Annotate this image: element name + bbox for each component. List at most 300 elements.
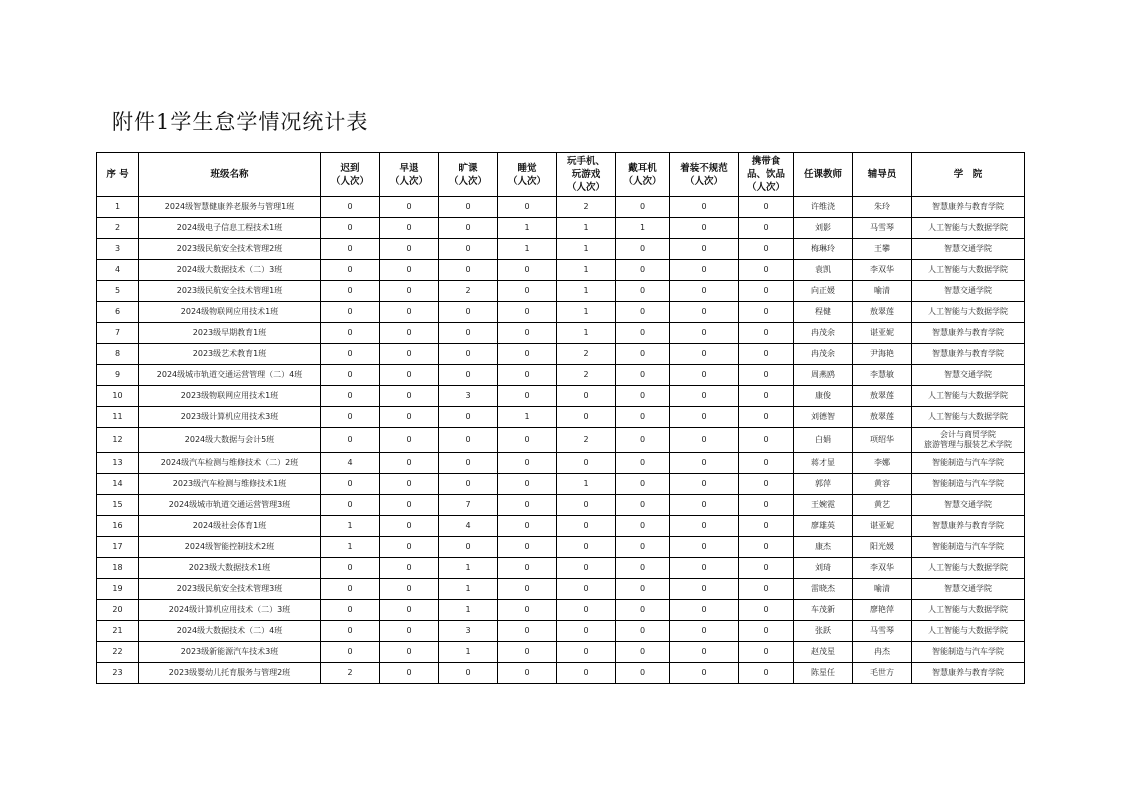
- cell-counselor: 王攀: [853, 239, 912, 260]
- header-line: 品、饮品: [746, 169, 785, 180]
- cell-early: 0: [380, 302, 439, 323]
- cell-early: 0: [380, 642, 439, 663]
- table-row: [97, 365, 1025, 386]
- cell-early: 0: [380, 474, 439, 495]
- cell-early: 0: [380, 365, 439, 386]
- cell-sleep: 0: [498, 621, 557, 642]
- table-row: [97, 474, 1025, 495]
- cell-sleep: 0: [498, 537, 557, 558]
- cell-earphone: 0: [616, 386, 670, 407]
- cell-class-name: 2023级物联网应用技术1班: [139, 386, 321, 407]
- cell-dress: 0: [670, 239, 739, 260]
- cell-seq: 20: [97, 600, 139, 621]
- cell-class-name: 2024级大数据与会计5班: [139, 428, 321, 453]
- cell-seq: 3: [97, 239, 139, 260]
- header-line: （人次）: [623, 175, 662, 187]
- cell-late: 0: [321, 600, 380, 621]
- cell-college: 智慧交通学院: [912, 495, 1025, 516]
- cell-college: 智慧康养与教育学院: [912, 197, 1025, 218]
- cell-phone: 1: [557, 260, 616, 281]
- header-line: （人次）: [566, 182, 605, 193]
- cell-college: 智慧康养与教育学院: [912, 516, 1025, 537]
- cell-food: 0: [739, 260, 794, 281]
- cell-food: 0: [739, 663, 794, 684]
- cell-early: 0: [380, 407, 439, 428]
- header-line: （人次）: [389, 175, 428, 187]
- cell-dress: 0: [670, 663, 739, 684]
- cell-phone: 0: [557, 600, 616, 621]
- cell-college: [912, 428, 1025, 453]
- cell-absent: 2: [439, 281, 498, 302]
- table-row: [97, 558, 1025, 579]
- cell-seq: 6: [97, 302, 139, 323]
- cell-phone: 0: [557, 558, 616, 579]
- table-row: [97, 600, 1025, 621]
- cell-dress: 0: [670, 453, 739, 474]
- header-dress: [670, 153, 739, 197]
- cell-early: 0: [380, 428, 439, 453]
- cell-earphone: 0: [616, 495, 670, 516]
- cell-college: 人工智能与大数据学院: [912, 558, 1025, 579]
- header-college: 学 院: [912, 153, 1025, 197]
- cell-sleep: 0: [498, 579, 557, 600]
- cell-counselor: 敖翠莲: [853, 407, 912, 428]
- cell-earphone: 0: [616, 407, 670, 428]
- cell-food: 0: [739, 474, 794, 495]
- cell-seq: 9: [97, 365, 139, 386]
- cell-teacher: 康杰: [794, 537, 853, 558]
- cell-seq: 4: [97, 260, 139, 281]
- cell-dress: 0: [670, 344, 739, 365]
- table-row: [97, 621, 1025, 642]
- table-row: [97, 260, 1025, 281]
- cell-dress: 0: [670, 642, 739, 663]
- cell-food: 0: [739, 558, 794, 579]
- cell-earphone: 0: [616, 260, 670, 281]
- cell-early: 0: [380, 344, 439, 365]
- cell-earphone: 0: [616, 281, 670, 302]
- cell-earphone: 0: [616, 302, 670, 323]
- cell-earphone: 0: [616, 516, 670, 537]
- cell-dress: 0: [670, 537, 739, 558]
- cell-sleep: 0: [498, 302, 557, 323]
- cell-sleep: 0: [498, 600, 557, 621]
- cell-class-name: 2024级物联网应用技术1班: [139, 302, 321, 323]
- cell-absent: 0: [439, 302, 498, 323]
- cell-early: 0: [380, 579, 439, 600]
- cell-phone: 2: [557, 197, 616, 218]
- cell-teacher: 刘琦: [794, 558, 853, 579]
- cell-phone: 0: [557, 495, 616, 516]
- cell-dress: 0: [670, 558, 739, 579]
- cell-sleep: 0: [498, 516, 557, 537]
- cell-counselor: 喻清: [853, 579, 912, 600]
- cell-class-name: 2023级大数据技术1班: [139, 558, 321, 579]
- table-row: [97, 537, 1025, 558]
- cell-phone: 0: [557, 386, 616, 407]
- cell-food: 0: [739, 495, 794, 516]
- cell-seq: 5: [97, 281, 139, 302]
- header-line: 迟到: [340, 162, 360, 174]
- cell-dress: 0: [670, 281, 739, 302]
- cell-absent: 0: [439, 537, 498, 558]
- cell-late: 0: [321, 579, 380, 600]
- cell-absent: 0: [439, 323, 498, 344]
- cell-late: 0: [321, 344, 380, 365]
- cell-counselor: 廖艳萍: [853, 600, 912, 621]
- cell-food: 0: [739, 537, 794, 558]
- header-teacher: 任课教师: [794, 153, 853, 197]
- cell-teacher: 张跃: [794, 621, 853, 642]
- cell-college: 智能制造与汽车学院: [912, 474, 1025, 495]
- cell-dress: 0: [670, 495, 739, 516]
- cell-late: 1: [321, 537, 380, 558]
- cell-absent: 3: [439, 621, 498, 642]
- table-row: [97, 428, 1025, 453]
- cell-earphone: 0: [616, 428, 670, 453]
- table-body: [97, 197, 1025, 684]
- cell-absent: 1: [439, 600, 498, 621]
- cell-dress: 0: [670, 218, 739, 239]
- cell-seq: 15: [97, 495, 139, 516]
- cell-seq: 7: [97, 323, 139, 344]
- cell-counselor: 李双华: [853, 558, 912, 579]
- cell-college: 人工智能与大数据学院: [912, 386, 1025, 407]
- cell-late: 0: [321, 621, 380, 642]
- cell-seq: 16: [97, 516, 139, 537]
- cell-seq: 1: [97, 197, 139, 218]
- cell-dress: 0: [670, 302, 739, 323]
- header-line: 玩游戏: [571, 169, 601, 180]
- cell-college: 人工智能与大数据学院: [912, 260, 1025, 281]
- cell-earphone: 0: [616, 579, 670, 600]
- cell-college: 人工智能与大数据学院: [912, 600, 1025, 621]
- header-seq: 序 号: [97, 153, 139, 197]
- cell-sleep: 0: [498, 365, 557, 386]
- cell-dress: 0: [670, 428, 739, 453]
- cell-teacher: 王婉霓: [794, 495, 853, 516]
- cell-teacher: 车茂新: [794, 600, 853, 621]
- cell-late: 0: [321, 281, 380, 302]
- cell-class-name: 2024级城市轨道交通运营管理3班: [139, 495, 321, 516]
- table-row: [97, 281, 1025, 302]
- cell-college: 智慧康养与教育学院: [912, 323, 1025, 344]
- cell-counselor: 谌亚妮: [853, 323, 912, 344]
- cell-early: 0: [380, 558, 439, 579]
- cell-earphone: 0: [616, 558, 670, 579]
- cell-absent: 3: [439, 386, 498, 407]
- cell-counselor: 喻清: [853, 281, 912, 302]
- cell-seq: 14: [97, 474, 139, 495]
- cell-phone: 0: [557, 537, 616, 558]
- cell-absent: 0: [439, 428, 498, 453]
- cell-seq: 10: [97, 386, 139, 407]
- cell-dress: 0: [670, 474, 739, 495]
- cell-phone: 0: [557, 621, 616, 642]
- cell-sleep: 0: [498, 260, 557, 281]
- header-counselor: 辅导员: [853, 153, 912, 197]
- cell-seq: 12: [97, 428, 139, 453]
- cell-earphone: 0: [616, 642, 670, 663]
- cell-college: 人工智能与大数据学院: [912, 621, 1025, 642]
- cell-absent: 0: [439, 474, 498, 495]
- header-sleep: [498, 153, 557, 197]
- cell-class-name: 2023级计算机应用技术3班: [139, 407, 321, 428]
- cell-sleep: 0: [498, 663, 557, 684]
- table-row: [97, 453, 1025, 474]
- cell-earphone: 0: [616, 600, 670, 621]
- cell-absent: 0: [439, 218, 498, 239]
- cell-college-line: 旅游管理与服装艺术学院: [924, 440, 1012, 449]
- cell-counselor: 黄艺: [853, 495, 912, 516]
- cell-food: 0: [739, 323, 794, 344]
- cell-sleep: 0: [498, 558, 557, 579]
- table-row: [97, 344, 1025, 365]
- cell-phone: 0: [557, 579, 616, 600]
- cell-class-name: 2024级智能控制技术2班: [139, 537, 321, 558]
- cell-late: 1: [321, 516, 380, 537]
- cell-teacher: 许维浇: [794, 197, 853, 218]
- cell-late: 0: [321, 386, 380, 407]
- cell-college: 智能制造与汽车学院: [912, 537, 1025, 558]
- header-phone: [557, 153, 616, 197]
- cell-seq: 17: [97, 537, 139, 558]
- cell-teacher: 刘影: [794, 218, 853, 239]
- cell-food: 0: [739, 579, 794, 600]
- cell-early: 0: [380, 281, 439, 302]
- cell-college: 智慧交通学院: [912, 239, 1025, 260]
- cell-counselor: 李慧敏: [853, 365, 912, 386]
- cell-teacher: 蒋才显: [794, 453, 853, 474]
- cell-class-name: 2024级智慧健康养老服务与管理1班: [139, 197, 321, 218]
- cell-phone: 0: [557, 453, 616, 474]
- table-row: [97, 663, 1025, 684]
- cell-food: 0: [739, 218, 794, 239]
- cell-college: 智慧康养与教育学院: [912, 344, 1025, 365]
- cell-absent: 0: [439, 365, 498, 386]
- cell-earphone: 0: [616, 453, 670, 474]
- header-food: [739, 153, 794, 197]
- cell-earphone: 0: [616, 197, 670, 218]
- cell-food: 0: [739, 642, 794, 663]
- cell-teacher: 程健: [794, 302, 853, 323]
- cell-absent: 0: [439, 453, 498, 474]
- cell-absent: 1: [439, 558, 498, 579]
- cell-earphone: 0: [616, 344, 670, 365]
- cell-sleep: 1: [498, 239, 557, 260]
- cell-late: 0: [321, 197, 380, 218]
- cell-early: 0: [380, 218, 439, 239]
- cell-early: 0: [380, 453, 439, 474]
- cell-late: 0: [321, 495, 380, 516]
- cell-sleep: 0: [498, 323, 557, 344]
- student-absence-table: [96, 152, 1025, 684]
- cell-late: 0: [321, 474, 380, 495]
- table-row: [97, 386, 1025, 407]
- cell-food: 0: [739, 428, 794, 453]
- cell-teacher: 廖雄英: [794, 516, 853, 537]
- table-row: [97, 579, 1025, 600]
- cell-college: 智能制造与汽车学院: [912, 453, 1025, 474]
- cell-late: 0: [321, 323, 380, 344]
- cell-sleep: 0: [498, 642, 557, 663]
- header-class-name: 班级名称: [139, 153, 321, 197]
- cell-seq: 23: [97, 663, 139, 684]
- cell-seq: 2: [97, 218, 139, 239]
- cell-food: 0: [739, 516, 794, 537]
- cell-counselor: 尹海艳: [853, 344, 912, 365]
- cell-phone: 0: [557, 516, 616, 537]
- cell-teacher: 郭萍: [794, 474, 853, 495]
- cell-food: 0: [739, 453, 794, 474]
- cell-dress: 0: [670, 323, 739, 344]
- cell-earphone: 0: [616, 474, 670, 495]
- cell-phone: 2: [557, 428, 616, 453]
- cell-absent: 0: [439, 407, 498, 428]
- cell-dress: 0: [670, 365, 739, 386]
- cell-college: 智慧交通学院: [912, 281, 1025, 302]
- cell-class-name: 2023级艺术教育1班: [139, 344, 321, 365]
- table-row: [97, 642, 1025, 663]
- header-late: [321, 153, 380, 197]
- cell-class-name: 2024级社会体育1班: [139, 516, 321, 537]
- cell-teacher: 冉茂余: [794, 323, 853, 344]
- cell-absent: 1: [439, 642, 498, 663]
- cell-college: 人工智能与大数据学院: [912, 302, 1025, 323]
- cell-late: 2: [321, 663, 380, 684]
- cell-late: 0: [321, 558, 380, 579]
- cell-teacher: 梅琳玲: [794, 239, 853, 260]
- cell-late: 0: [321, 642, 380, 663]
- header-line: 玩手机、: [566, 156, 605, 167]
- cell-early: 0: [380, 197, 439, 218]
- cell-absent: 0: [439, 344, 498, 365]
- cell-class-name: 2023级民航安全技术管理3班: [139, 579, 321, 600]
- table-row: [97, 218, 1025, 239]
- cell-sleep: 0: [498, 453, 557, 474]
- cell-teacher: 刘德智: [794, 407, 853, 428]
- cell-teacher: 向正媛: [794, 281, 853, 302]
- cell-college: 智慧康养与教育学院: [912, 663, 1025, 684]
- table-row: [97, 495, 1025, 516]
- cell-sleep: 0: [498, 428, 557, 453]
- header-line: （人次）: [330, 175, 369, 187]
- cell-sleep: 0: [498, 386, 557, 407]
- cell-counselor: 李双华: [853, 260, 912, 281]
- cell-early: 0: [380, 323, 439, 344]
- cell-sleep: 0: [498, 495, 557, 516]
- cell-food: 0: [739, 197, 794, 218]
- header-line: （人次）: [448, 175, 487, 187]
- cell-dress: 0: [670, 516, 739, 537]
- cell-early: 0: [380, 239, 439, 260]
- cell-counselor: 阳光媛: [853, 537, 912, 558]
- table-row: [97, 239, 1025, 260]
- cell-counselor: 毛世方: [853, 663, 912, 684]
- table-row: [97, 407, 1025, 428]
- cell-seq: 22: [97, 642, 139, 663]
- table-row: [97, 323, 1025, 344]
- cell-seq: 19: [97, 579, 139, 600]
- cell-late: 0: [321, 407, 380, 428]
- cell-teacher: 赵茂星: [794, 642, 853, 663]
- cell-late: 0: [321, 260, 380, 281]
- header-line: 着装不规范: [680, 162, 728, 174]
- cell-dress: 0: [670, 579, 739, 600]
- header-line: 戴耳机: [628, 162, 657, 174]
- cell-dress: 0: [670, 600, 739, 621]
- cell-counselor: 谌亚妮: [853, 516, 912, 537]
- cell-class-name: 2024级汽车检测与维修技术（二）2班: [139, 453, 321, 474]
- cell-phone: 0: [557, 663, 616, 684]
- cell-early: 0: [380, 600, 439, 621]
- cell-counselor: 项绍华: [853, 428, 912, 453]
- cell-absent: 0: [439, 197, 498, 218]
- header-line: 旷课: [458, 162, 478, 174]
- header-line: （人次）: [684, 175, 723, 187]
- cell-class-name: 2023级民航安全技术管理2班: [139, 239, 321, 260]
- cell-counselor: 黄容: [853, 474, 912, 495]
- cell-late: 0: [321, 428, 380, 453]
- cell-class-name: 2023级汽车检测与维修技术1班: [139, 474, 321, 495]
- cell-phone: 0: [557, 642, 616, 663]
- cell-dress: 0: [670, 407, 739, 428]
- cell-absent: 4: [439, 516, 498, 537]
- cell-dress: 0: [670, 197, 739, 218]
- cell-counselor: 马雪琴: [853, 218, 912, 239]
- cell-earphone: 0: [616, 239, 670, 260]
- cell-phone: 1: [557, 281, 616, 302]
- table-row: [97, 302, 1025, 323]
- cell-late: 0: [321, 302, 380, 323]
- cell-late: 0: [321, 365, 380, 386]
- cell-seq: 8: [97, 344, 139, 365]
- cell-late: 0: [321, 218, 380, 239]
- cell-food: 0: [739, 365, 794, 386]
- cell-early: 0: [380, 260, 439, 281]
- cell-food: 0: [739, 281, 794, 302]
- header-line: 睡觉: [517, 162, 537, 174]
- cell-teacher: 陈星任: [794, 663, 853, 684]
- header-line: （人次）: [746, 182, 785, 193]
- table-row: [97, 197, 1025, 218]
- cell-class-name: 2024级大数据技术（二）4班: [139, 621, 321, 642]
- cell-food: 0: [739, 302, 794, 323]
- cell-counselor: 李娜: [853, 453, 912, 474]
- cell-phone: 1: [557, 474, 616, 495]
- table-row: [97, 516, 1025, 537]
- cell-seq: 11: [97, 407, 139, 428]
- cell-teacher: 冉茂余: [794, 344, 853, 365]
- cell-counselor: 冉杰: [853, 642, 912, 663]
- cell-dress: 0: [670, 260, 739, 281]
- cell-earphone: 0: [616, 323, 670, 344]
- cell-counselor: 马雪琴: [853, 621, 912, 642]
- cell-early: 0: [380, 537, 439, 558]
- cell-class-name: 2023级早期教育1班: [139, 323, 321, 344]
- cell-sleep: 0: [498, 344, 557, 365]
- cell-early: 0: [380, 495, 439, 516]
- cell-earphone: 0: [616, 663, 670, 684]
- cell-college: 人工智能与大数据学院: [912, 218, 1025, 239]
- cell-class-name: 2023级婴幼儿托育服务与管理2班: [139, 663, 321, 684]
- page-title: 附件1学生怠学情况统计表: [112, 110, 369, 134]
- cell-food: 0: [739, 407, 794, 428]
- header-earphone: [616, 153, 670, 197]
- cell-teacher: 雷晓杰: [794, 579, 853, 600]
- cell-early: 0: [380, 386, 439, 407]
- header-absent: [439, 153, 498, 197]
